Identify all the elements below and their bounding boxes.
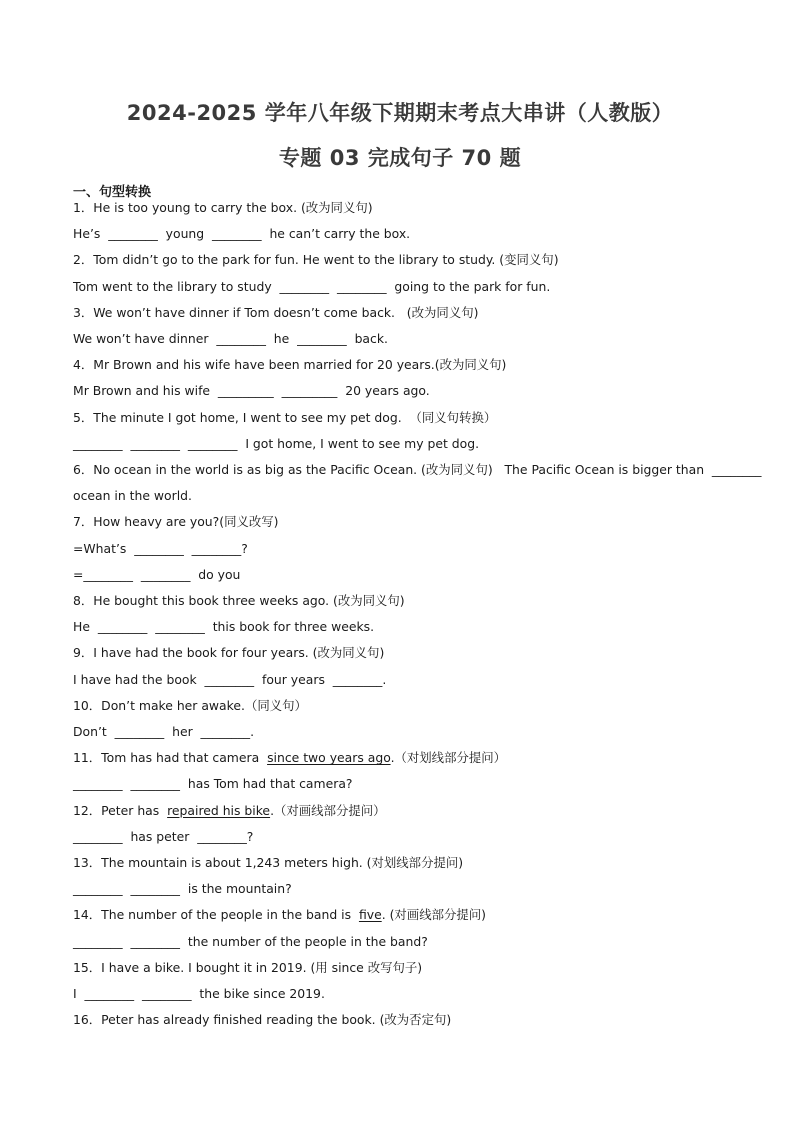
line-text: 2．Tom didn’t go to the park for fun. He went to the library to study. (变同义句) <box>73 252 559 268</box>
exercise-line <box>73 356 506 374</box>
underlined-phrase: repaired his bike <box>167 802 271 818</box>
line-text: ________ ________ the number of the people in the band? <box>73 933 428 949</box>
line-text: 5．The minute I got home, I went to see my pet dog. （同义句转换） <box>73 409 497 425</box>
exercise-line <box>73 278 550 296</box>
exercise-line <box>73 225 410 243</box>
line-text: ________ ________ has Tom had that camera? <box>73 776 353 792</box>
line-text: 16．Peter has already finished reading the book. (改为否定句) <box>73 1012 452 1028</box>
underlined-phrase: since two years ago <box>267 750 391 766</box>
underlined-phrase: five <box>358 907 382 923</box>
line-text: I have had the book ________ four years ________. <box>73 671 387 687</box>
line-text: 11．Tom has had that camera <box>73 750 268 766</box>
line-text: Don’t ________ her ________. <box>73 724 255 739</box>
line-text: ________ has peter ________? <box>73 828 254 844</box>
line-text: ocean in the world. <box>73 488 192 504</box>
line-text: 6．No ocean in the world is as big as the Pacific Ocean. (改为同义句) The Pacific Ocean is bigger than ________ <box>73 462 762 477</box>
exercise-line <box>73 854 463 872</box>
line-text: 3．We won’t have dinner if Tom doesn’t come back. (改为同义句) <box>73 304 479 320</box>
exercise-line <box>73 461 762 479</box>
exercise-line <box>73 880 292 898</box>
exercise-line <box>73 959 422 977</box>
exercise-line <box>73 382 430 400</box>
line-text: 12．Peter has <box>73 802 168 818</box>
line-text: ________ ________ ________ I got home, I went to see my pet dog. <box>73 435 480 451</box>
line-text: 8．He bought this book three weeks ago. (改为同义句) <box>73 593 405 608</box>
exercise-line <box>73 199 373 217</box>
exercise-line <box>73 304 478 322</box>
exercise-line <box>73 618 374 636</box>
line-text: I ________ ________ the bike since 2019. <box>73 986 325 1001</box>
exercise-line <box>73 723 254 741</box>
exercise-line <box>73 1011 451 1029</box>
exercise-line <box>73 802 386 820</box>
line-text: .（对划线部分提问） <box>390 750 507 766</box>
line-text: 13．The mountain is about 1,243 meters high. (对划线部分提问) <box>73 855 464 870</box>
line-text: ________ ________ is the mountain? <box>73 881 292 897</box>
line-text: =________ ________ do you <box>73 566 241 582</box>
line-text: Tom went to the library to study ________ ________ going to the park for fun. <box>73 278 551 294</box>
line-text: Mr Brown and his wife _________ _________ 20 years ago. <box>73 383 430 399</box>
exercise-line <box>73 906 486 924</box>
line-text: He’s ________ young ________ he can’t carry the box. <box>73 226 411 242</box>
exercise-line <box>73 775 352 793</box>
exercise-line <box>73 540 248 558</box>
line-text: =What’s ________ ________? <box>73 540 248 556</box>
exercise-line <box>73 985 325 1003</box>
line-text: 1．He is too young to carry the box. (改为同义句) <box>73 200 373 215</box>
exercise-line <box>73 513 278 531</box>
line-text: We won’t have dinner ________ he ________ back. <box>73 331 388 346</box>
exercise-line <box>73 671 386 689</box>
exercise-line <box>73 697 307 715</box>
line-text: 7．How heavy are you?(同义改写) <box>73 514 279 530</box>
exercise-line <box>73 435 479 453</box>
exercise-line <box>73 749 506 767</box>
line-text: 9．I have had the book for four years. (改为同义句) <box>73 645 385 661</box>
exercise-line <box>73 487 192 505</box>
exercise-line <box>73 409 496 427</box>
document-title: 2024-2025 学年八年级下期期末考点大串讲（人教版） <box>126 101 674 125</box>
line-text: He ________ ________ this book for three weeks. <box>73 619 375 635</box>
section-heading: 一、句型转换 <box>73 185 152 200</box>
document-subtitle: 专题 03 完成句子 70 题 <box>278 146 522 170</box>
exercise-line <box>73 592 405 610</box>
line-text: . (对画线部分提问) <box>381 907 486 923</box>
exercise-line <box>73 566 240 584</box>
exercise-line <box>73 644 384 662</box>
exercise-line <box>73 330 388 348</box>
exercise-line <box>73 933 428 951</box>
line-text: .（对画线部分提问） <box>270 802 386 818</box>
line-text: 10．Don’t make her awake.（同义句） <box>73 697 307 713</box>
line-text: 15．I have a bike. I bought it in 2019. (用 since 改写句子) <box>73 959 423 975</box>
line-text: 4．Mr Brown and his wife have been married for 20 years.(改为同义句) <box>73 357 507 373</box>
exercise-line <box>73 251 559 269</box>
line-text: 14．The number of the people in the band is <box>73 907 359 923</box>
exercise-line <box>73 828 253 846</box>
